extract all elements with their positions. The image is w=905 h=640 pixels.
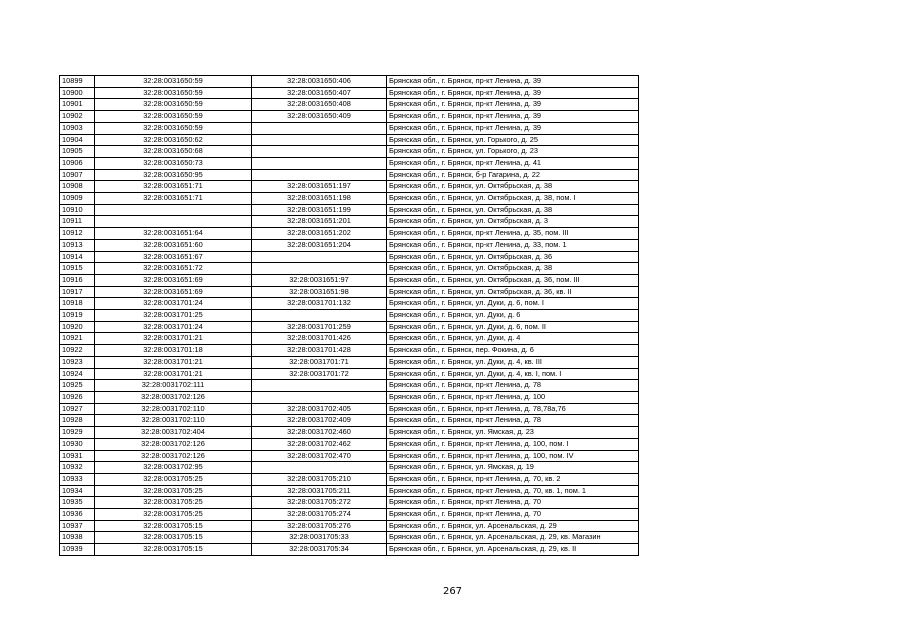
quarter-cadastral-number-cell: 32:28:0031651:71: [95, 181, 252, 193]
quarter-cadastral-number-cell: 32:28:0031705:25: [95, 473, 252, 485]
table-row: [60, 286, 639, 298]
row-number-cell: 10929: [60, 427, 95, 439]
row-number-cell: 10918: [60, 298, 95, 310]
object-cadastral-number-cell: 32:28:0031701:428: [252, 345, 387, 357]
object-cadastral-number-cell: 32:28:0031705:272: [252, 497, 387, 509]
object-cadastral-number-cell: 32:28:0031650:406: [252, 76, 387, 88]
table-row: [60, 368, 639, 380]
quarter-cadastral-number-cell: 32:28:0031701:18: [95, 345, 252, 357]
table-row: [60, 520, 639, 532]
address-cell: Брянская обл., г. Брянск, ул. Октябрьская, д. 36, пом. III: [387, 274, 639, 286]
address-cell: Брянская обл., г. Брянск, пр-кт Ленина, д. 78,78а,76: [387, 403, 639, 415]
row-number-cell: 10927: [60, 403, 95, 415]
row-number-cell: 10922: [60, 345, 95, 357]
row-number-cell: 10934: [60, 485, 95, 497]
row-number-cell: 10930: [60, 438, 95, 450]
object-cadastral-number-cell: 32:28:0031702:409: [252, 415, 387, 427]
object-cadastral-number-cell: 32:28:0031705:274: [252, 509, 387, 521]
quarter-cadastral-number-cell: 32:28:0031651:64: [95, 228, 252, 240]
table-row: [60, 509, 639, 521]
row-number-cell: 10932: [60, 462, 95, 474]
quarter-cadastral-number-cell: 32:28:0031705:15: [95, 544, 252, 556]
table-row: [60, 122, 639, 134]
quarter-cadastral-number-cell: 32:28:0031702:126: [95, 391, 252, 403]
table-row: [60, 146, 639, 158]
address-cell: Брянская обл., г. Брянск, ул. Горького, д. 23: [387, 146, 639, 158]
quarter-cadastral-number-cell: 32:28:0031650:73: [95, 157, 252, 169]
quarter-cadastral-number-cell: 32:28:0031650:59: [95, 76, 252, 88]
table-row: [60, 473, 639, 485]
row-number-cell: 10917: [60, 286, 95, 298]
address-cell: Брянская обл., г. Брянск, ул. Октябрьская, д. 36: [387, 251, 639, 263]
row-number-cell: 10926: [60, 391, 95, 403]
object-cadastral-number-cell: 32:28:0031651:204: [252, 239, 387, 251]
quarter-cadastral-number-cell: 32:28:0031701:21: [95, 333, 252, 345]
row-number-cell: 10919: [60, 310, 95, 322]
row-number-cell: 10905: [60, 146, 95, 158]
object-cadastral-number-cell: 32:28:0031702:470: [252, 450, 387, 462]
address-cell: Брянская обл., г. Брянск, пр-кт Ленина, д. 100, пом. IV: [387, 450, 639, 462]
table-row: [60, 204, 639, 216]
object-cadastral-number-cell: [252, 310, 387, 322]
row-number-cell: 10904: [60, 134, 95, 146]
row-number-cell: 10910: [60, 204, 95, 216]
table-row: [60, 462, 639, 474]
table-row: [60, 216, 639, 228]
quarter-cadastral-number-cell: 32:28:0031651:60: [95, 239, 252, 251]
row-number-cell: 10899: [60, 76, 95, 88]
quarter-cadastral-number-cell: 32:28:0031651:69: [95, 274, 252, 286]
object-cadastral-number-cell: 32:28:0031651:198: [252, 193, 387, 205]
address-cell: Брянская обл., г. Брянск, ул. Октябрьская, д. 36, кв. II: [387, 286, 639, 298]
row-number-cell: 10924: [60, 368, 95, 380]
object-cadastral-number-cell: 32:28:0031702:462: [252, 438, 387, 450]
row-number-cell: 10908: [60, 181, 95, 193]
object-cadastral-number-cell: 32:28:0031702:405: [252, 403, 387, 415]
object-cadastral-number-cell: [252, 251, 387, 263]
table-row: [60, 193, 639, 205]
object-cadastral-number-cell: 32:28:0031650:408: [252, 99, 387, 111]
quarter-cadastral-number-cell: 32:28:0031650:59: [95, 111, 252, 123]
address-cell: Брянская обл., г. Брянск, пр-кт Ленина, д. 39: [387, 122, 639, 134]
quarter-cadastral-number-cell: 32:28:0031702:404: [95, 427, 252, 439]
address-cell: Брянская обл., г. Брянск, пр-кт Ленина, д. 100, пом. I: [387, 438, 639, 450]
quarter-cadastral-number-cell: 32:28:0031651:72: [95, 263, 252, 275]
address-cell: Брянская обл., г. Брянск, ул. Арсенальская, д. 29: [387, 520, 639, 532]
row-number-cell: 10901: [60, 99, 95, 111]
object-cadastral-number-cell: 32:28:0031705:33: [252, 532, 387, 544]
row-number-cell: 10915: [60, 263, 95, 275]
quarter-cadastral-number-cell: [95, 204, 252, 216]
row-number-cell: 10925: [60, 380, 95, 392]
quarter-cadastral-number-cell: 32:28:0031650:59: [95, 122, 252, 134]
quarter-cadastral-number-cell: 32:28:0031651:69: [95, 286, 252, 298]
address-cell: Брянская обл., г. Брянск, ул. Дуки, д. 4, кв. III: [387, 356, 639, 368]
object-cadastral-number-cell: 32:28:0031705:276: [252, 520, 387, 532]
row-number-cell: 10931: [60, 450, 95, 462]
object-cadastral-number-cell: [252, 391, 387, 403]
address-cell: Брянская обл., г. Брянск, пр-кт Ленина, д. 70: [387, 497, 639, 509]
quarter-cadastral-number-cell: 32:28:0031701:25: [95, 310, 252, 322]
table-row: [60, 333, 639, 345]
address-cell: Брянская обл., г. Брянск, пр-кт Ленина, д. 39: [387, 76, 639, 88]
address-cell: Брянская обл., г. Брянск, ул. Дуки, д. 6: [387, 310, 639, 322]
quarter-cadastral-number-cell: 32:28:0031651:67: [95, 251, 252, 263]
table-row: [60, 134, 639, 146]
quarter-cadastral-number-cell: 32:28:0031702:126: [95, 438, 252, 450]
quarter-cadastral-number-cell: 32:28:0031702:126: [95, 450, 252, 462]
object-cadastral-number-cell: 32:28:0031705:34: [252, 544, 387, 556]
quarter-cadastral-number-cell: 32:28:0031705:25: [95, 485, 252, 497]
row-number-cell: 10920: [60, 321, 95, 333]
table-row: [60, 76, 639, 88]
quarter-cadastral-number-cell: 32:28:0031650:95: [95, 169, 252, 181]
address-cell: Брянская обл., г. Брянск, ул. Горького, д. 25: [387, 134, 639, 146]
address-cell: Брянская обл., г. Брянск, пр-кт Ленина, д. 70, кв. 2: [387, 473, 639, 485]
quarter-cadastral-number-cell: 32:28:0031702:111: [95, 380, 252, 392]
table-row: [60, 228, 639, 240]
address-cell: Брянская обл., г. Брянск, пр-кт Ленина, д. 70: [387, 509, 639, 521]
object-cadastral-number-cell: [252, 157, 387, 169]
row-number-cell: 10902: [60, 111, 95, 123]
address-cell: Брянская обл., г. Брянск, ул. Ямская, д. 19: [387, 462, 639, 474]
address-cell: Брянская обл., г. Брянск, б-р Гагарина, д. 22: [387, 169, 639, 181]
table-row: [60, 380, 639, 392]
table-row: [60, 87, 639, 99]
table-row: [60, 356, 639, 368]
table-row: [60, 450, 639, 462]
table-row: [60, 310, 639, 322]
address-cell: Брянская обл., г. Брянск, пр-кт Ленина, д. 39: [387, 111, 639, 123]
quarter-cadastral-number-cell: 32:28:0031701:21: [95, 356, 252, 368]
object-cadastral-number-cell: 32:28:0031651:201: [252, 216, 387, 228]
address-cell: Брянская обл., г. Брянск, пр-кт Ленина, д. 70, кв. 1, пом. 1: [387, 485, 639, 497]
row-number-cell: 10914: [60, 251, 95, 263]
row-number-cell: 10912: [60, 228, 95, 240]
object-cadastral-number-cell: [252, 380, 387, 392]
table-row: [60, 497, 639, 509]
table-row: [60, 391, 639, 403]
object-cadastral-number-cell: 32:28:0031651:202: [252, 228, 387, 240]
table-row: [60, 544, 639, 556]
address-cell: Брянская обл., г. Брянск, пер. Фокина, д. 6: [387, 345, 639, 357]
table-row: [60, 438, 639, 450]
row-number-cell: 10911: [60, 216, 95, 228]
address-cell: Брянская обл., г. Брянск, ул. Ямская, д. 23: [387, 427, 639, 439]
registry-table: [59, 75, 639, 556]
row-number-cell: 10903: [60, 122, 95, 134]
object-cadastral-number-cell: 32:28:0031651:197: [252, 181, 387, 193]
address-cell: Брянская обл., г. Брянск, пр-кт Ленина, д. 39: [387, 99, 639, 111]
table-row: [60, 403, 639, 415]
object-cadastral-number-cell: [252, 134, 387, 146]
quarter-cadastral-number-cell: 32:28:0031701:21: [95, 368, 252, 380]
row-number-cell: 10936: [60, 509, 95, 521]
address-cell: Брянская обл., г. Брянск, пр-кт Ленина, д. 39: [387, 87, 639, 99]
object-cadastral-number-cell: [252, 122, 387, 134]
object-cadastral-number-cell: 32:28:0031705:210: [252, 473, 387, 485]
object-cadastral-number-cell: 32:28:0031651:98: [252, 286, 387, 298]
object-cadastral-number-cell: [252, 169, 387, 181]
row-number-cell: 10939: [60, 544, 95, 556]
row-number-cell: 10900: [60, 87, 95, 99]
address-cell: Брянская обл., г. Брянск, ул. Октябрьская, д. 3: [387, 216, 639, 228]
address-cell: Брянская обл., г. Брянск, пр-кт Ленина, д. 33, пом. 1: [387, 239, 639, 251]
row-number-cell: 10933: [60, 473, 95, 485]
row-number-cell: 10907: [60, 169, 95, 181]
table-row: [60, 415, 639, 427]
row-number-cell: 10935: [60, 497, 95, 509]
quarter-cadastral-number-cell: 32:28:0031705:25: [95, 509, 252, 521]
object-cadastral-number-cell: 32:28:0031701:132: [252, 298, 387, 310]
object-cadastral-number-cell: 32:28:0031701:72: [252, 368, 387, 380]
object-cadastral-number-cell: 32:28:0031701:259: [252, 321, 387, 333]
address-cell: Брянская обл., г. Брянск, ул. Дуки, д. 4: [387, 333, 639, 345]
table-row: [60, 263, 639, 275]
quarter-cadastral-number-cell: 32:28:0031702:110: [95, 415, 252, 427]
table-row: [60, 345, 639, 357]
object-cadastral-number-cell: 32:28:0031705:211: [252, 485, 387, 497]
registry-table-body: [60, 76, 639, 556]
quarter-cadastral-number-cell: 32:28:0031701:24: [95, 298, 252, 310]
address-cell: Брянская обл., г. Брянск, ул. Арсенальская, д. 29, кв. II: [387, 544, 639, 556]
address-cell: Брянская обл., г. Брянск, ул. Дуки, д. 6, пом. II: [387, 321, 639, 333]
quarter-cadastral-number-cell: 32:28:0031650:59: [95, 99, 252, 111]
address-cell: Брянская обл., г. Брянск, ул. Октябрьская, д. 38: [387, 181, 639, 193]
address-cell: Брянская обл., г. Брянск, ул. Дуки, д. 4, кв. I, пом. I: [387, 368, 639, 380]
quarter-cadastral-number-cell: 32:28:0031702:95: [95, 462, 252, 474]
object-cadastral-number-cell: 32:28:0031651:97: [252, 274, 387, 286]
table-row: [60, 181, 639, 193]
address-cell: Брянская обл., г. Брянск, ул. Октябрьская, д. 38: [387, 204, 639, 216]
address-cell: Брянская обл., г. Брянск, пр-кт Ленина, д. 78: [387, 415, 639, 427]
quarter-cadastral-number-cell: 32:28:0031701:24: [95, 321, 252, 333]
object-cadastral-number-cell: 32:28:0031702:460: [252, 427, 387, 439]
address-cell: Брянская обл., г. Брянск, пр-кт Ленина, д. 100: [387, 391, 639, 403]
object-cadastral-number-cell: [252, 462, 387, 474]
object-cadastral-number-cell: 32:28:0031650:407: [252, 87, 387, 99]
object-cadastral-number-cell: 32:28:0031651:199: [252, 204, 387, 216]
row-number-cell: 10909: [60, 193, 95, 205]
table-row: [60, 274, 639, 286]
table-row: [60, 111, 639, 123]
object-cadastral-number-cell: 32:28:0031650:409: [252, 111, 387, 123]
address-cell: Брянская обл., г. Брянск, пр-кт Ленина, д. 78: [387, 380, 639, 392]
quarter-cadastral-number-cell: 32:28:0031650:68: [95, 146, 252, 158]
row-number-cell: 10906: [60, 157, 95, 169]
quarter-cadastral-number-cell: 32:28:0031705:25: [95, 497, 252, 509]
quarter-cadastral-number-cell: 32:28:0031702:110: [95, 403, 252, 415]
quarter-cadastral-number-cell: 32:28:0031651:71: [95, 193, 252, 205]
object-cadastral-number-cell: 32:28:0031701:71: [252, 356, 387, 368]
row-number-cell: 10913: [60, 239, 95, 251]
address-cell: Брянская обл., г. Брянск, ул. Октябрьская, д. 38: [387, 263, 639, 275]
row-number-cell: 10928: [60, 415, 95, 427]
row-number-cell: 10923: [60, 356, 95, 368]
table-row: [60, 298, 639, 310]
row-number-cell: 10916: [60, 274, 95, 286]
table-row: [60, 321, 639, 333]
quarter-cadastral-number-cell: 32:28:0031705:15: [95, 520, 252, 532]
address-cell: Брянская обл., г. Брянск, пр-кт Ленина, д. 35, пом. III: [387, 228, 639, 240]
table-row: [60, 251, 639, 263]
object-cadastral-number-cell: [252, 263, 387, 275]
object-cadastral-number-cell: 32:28:0031701:426: [252, 333, 387, 345]
object-cadastral-number-cell: [252, 146, 387, 158]
address-cell: Брянская обл., г. Брянск, ул. Дуки, д. 6, пом. I: [387, 298, 639, 310]
address-cell: Брянская обл., г. Брянск, ул. Октябрьская, д. 38, пом. I: [387, 193, 639, 205]
table-row: [60, 485, 639, 497]
address-cell: Брянская обл., г. Брянск, ул. Арсенальская, д. 29, кв. Магазин: [387, 532, 639, 544]
row-number-cell: 10938: [60, 532, 95, 544]
table-row: [60, 427, 639, 439]
table-row: [60, 532, 639, 544]
table-row: [60, 239, 639, 251]
table-row: [60, 99, 639, 111]
page-number: 267: [442, 586, 463, 597]
quarter-cadastral-number-cell: 32:28:0031650:62: [95, 134, 252, 146]
quarter-cadastral-number-cell: [95, 216, 252, 228]
row-number-cell: 10921: [60, 333, 95, 345]
row-number-cell: 10937: [60, 520, 95, 532]
table-row: [60, 169, 639, 181]
quarter-cadastral-number-cell: 32:28:0031705:15: [95, 532, 252, 544]
quarter-cadastral-number-cell: 32:28:0031650:59: [95, 87, 252, 99]
address-cell: Брянская обл., г. Брянск, пр-кт Ленина, д. 41: [387, 157, 639, 169]
table-row: [60, 157, 639, 169]
